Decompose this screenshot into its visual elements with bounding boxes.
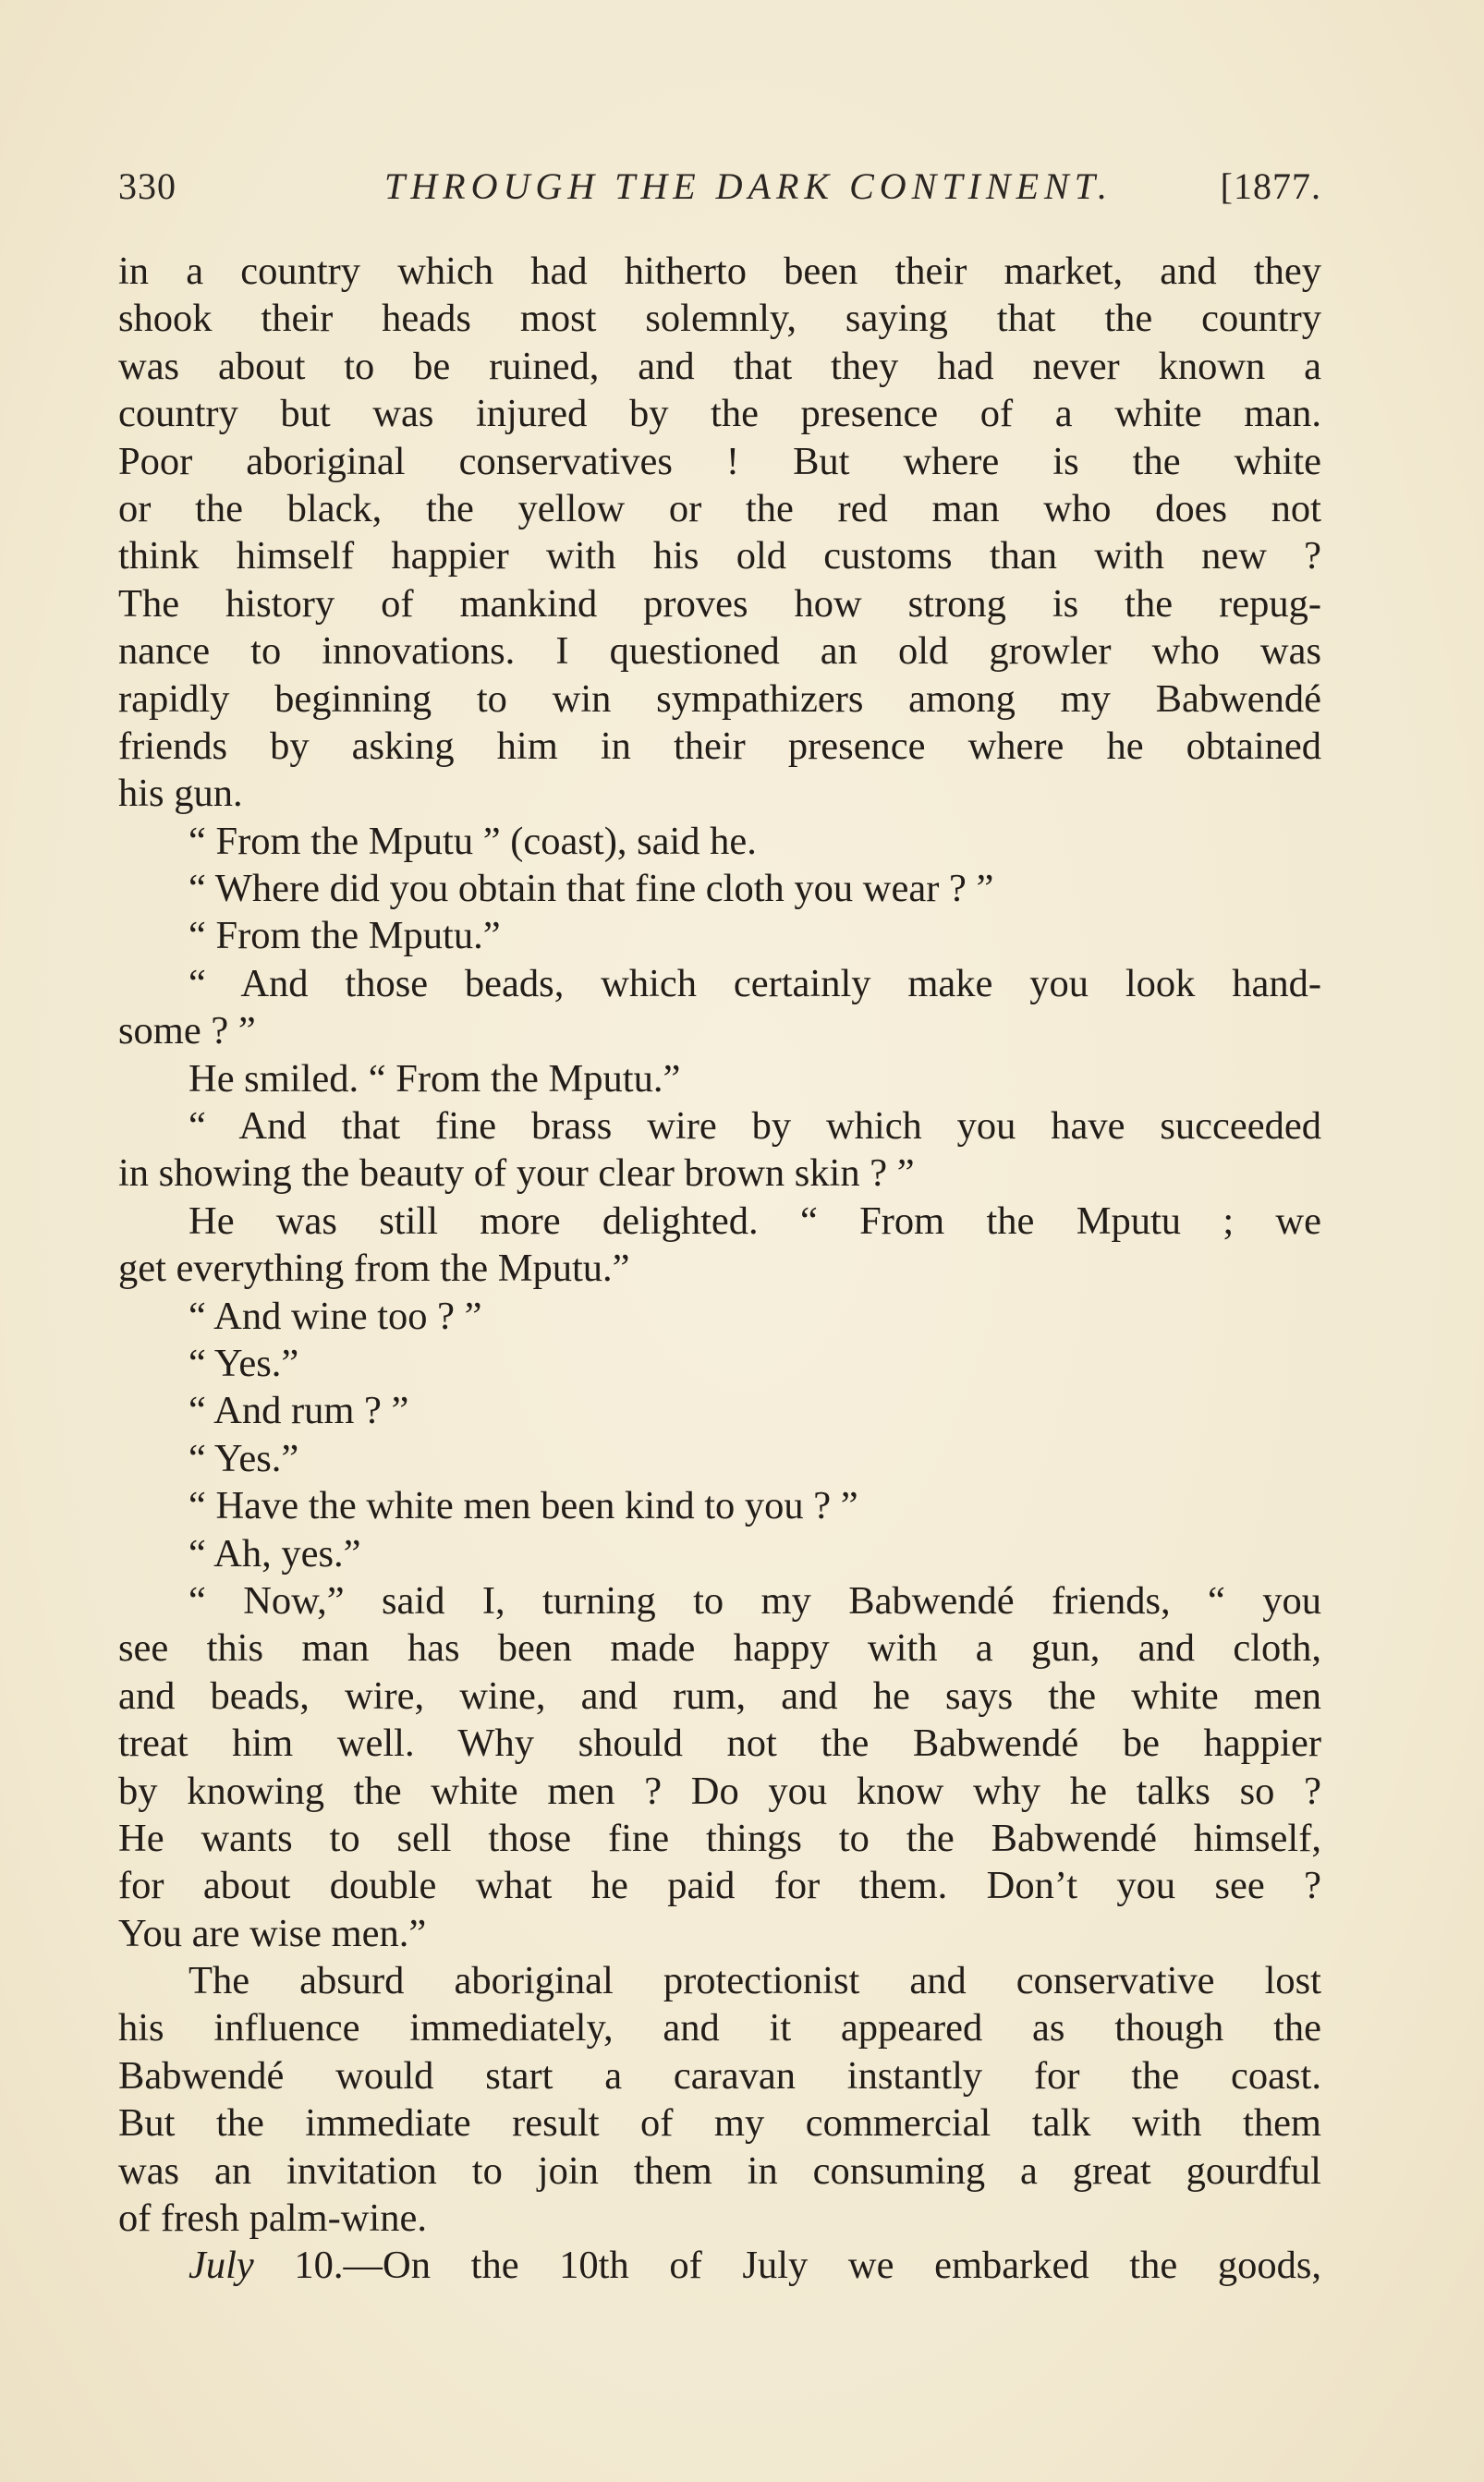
text-line: see this man has been made happy with a gun, and cloth, (118, 1626, 1321, 1671)
text-line: some ? ” (118, 1009, 256, 1053)
page-number: 330 (118, 165, 176, 207)
text-line: for about double what he paid for them. Don’t you see ? (118, 1864, 1321, 1908)
text-line: in showing the beauty of your clear brown skin ? ” (118, 1151, 915, 1196)
text-line: or the black, the yellow or the red man who does not (118, 486, 1321, 530)
running-title: THROUGH THE DARK CONTINENT. (384, 165, 1113, 207)
text-line: You are wise men.” (118, 1911, 427, 1955)
text-line-date-entry (118, 2242, 1321, 2289)
text-line: The history of mankind proves how strong is the repug- (118, 581, 1321, 626)
running-header (118, 155, 1321, 220)
text-line: “ Yes.” (189, 1436, 299, 1480)
text-line: nance to innovations. I questioned an old growler who was (118, 629, 1321, 674)
text-line: “ Now,” said I, turning to my Babwendé friends, “ you (189, 1578, 1321, 1623)
date-entry-text: 10.—On the 10th of July we embarked the goods, (253, 2244, 1321, 2288)
text-line: “ And wine too ? ” (189, 1294, 482, 1338)
date-label: July (189, 2244, 254, 2288)
text-line: of fresh palm-wine. (118, 2196, 427, 2241)
text-line: shook their heads most solemnly, saying that the country (118, 297, 1321, 341)
text-line: get everything from the Mputu.” (118, 1247, 630, 1291)
text-line: and beads, wire, wine, and rum, and he says the white men (118, 1673, 1321, 1718)
header-year: [1877. (1220, 165, 1321, 207)
text-line: “ Yes.” (189, 1341, 299, 1385)
text-line: “ Ah, yes.” (189, 1531, 361, 1576)
text-line: friends by asking him in their presence where he obtained (118, 724, 1321, 768)
text-line: “ And rum ? ” (189, 1389, 409, 1433)
text-line: country but was injured by the presence of a white man. (118, 392, 1321, 436)
text-line: “ From the Mputu ” (coast), said he. (189, 819, 757, 863)
text-line: “ From the Mputu.” (189, 914, 501, 958)
text-line: But the immediate result of my commercial talk with them (118, 2101, 1321, 2146)
text-line: “ And that fine brass wire by which you have succeeded (189, 1104, 1321, 1149)
text-line: He wants to sell those fine things to the Babwendé himself, (118, 1816, 1321, 1860)
text-line: “ And those beads, which certainly make you look hand- (189, 961, 1321, 1005)
text-line: treat him well. Why should not the Babwendé be happier (118, 1722, 1321, 1766)
text-line: He was still more delighted. “ From the Mputu ; we (189, 1198, 1321, 1243)
text-line: was an invitation to join them in consuming a great gourdful (118, 2148, 1321, 2193)
text-line: He smiled. “ From the Mputu.” (189, 1056, 681, 1101)
text-line: in a country which had hitherto been their market, and they (118, 249, 1321, 293)
text-line: rapidly beginning to win sympathizers among my Babwendé (118, 676, 1321, 721)
text-line: think himself happier with his old customs than with new ? (118, 534, 1321, 578)
text-line: Poor aboriginal conservatives ! But where is the white (118, 439, 1321, 483)
text-line: was about to be ruined, and that they had never known a (118, 344, 1321, 388)
body-text (118, 248, 1321, 2290)
text-line: The absurd aboriginal protectionist and conservative lost (189, 1959, 1321, 2003)
text-line: his gun. (118, 772, 243, 816)
text-line: his influence immediately, and it appeared as though the (118, 2006, 1321, 2050)
text-line: by knowing the white men ? Do you know why he talks so ? (118, 1769, 1321, 1813)
text-line: “ Where did you obtain that fine cloth you wear ? ” (189, 867, 994, 911)
text-line: Babwendé would start a caravan instantly for the coast. (118, 2053, 1321, 2098)
text-line: “ Have the white men been kind to you ? ” (189, 1484, 858, 1528)
